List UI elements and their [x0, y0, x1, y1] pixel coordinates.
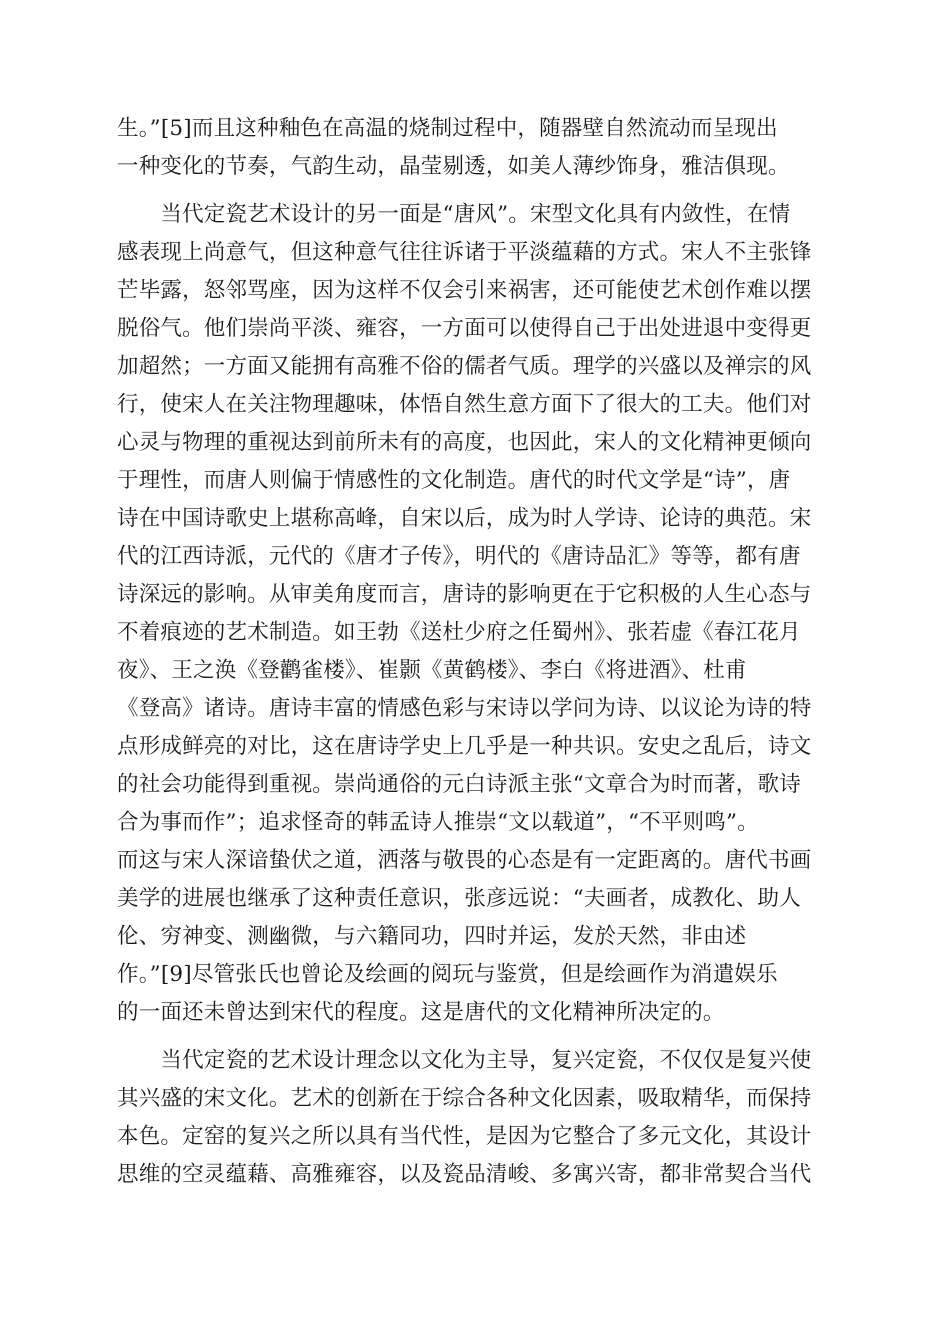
text-line: 于理性，而唐人则偏于情感性的文化制造。唐代的时代文学是“诗”，唐	[117, 468, 791, 493]
text-line: 不着痕迹的艺术制造。如王勃《送杜少府之任蜀州》、张若虚《春江花月	[117, 620, 801, 645]
text-line: 心灵与物理的重视达到前所未有的高度，也因此，宋人的文化精神更倾向	[117, 430, 812, 455]
text-line: 当代定瓷艺术设计的另一面是“唐风”。宋型文化具有内敛性，在情	[117, 202, 791, 227]
text-line: 合为事而作”；追求怪奇的韩孟诗人推崇“文以载道”，“不平则鸣”。	[117, 810, 759, 835]
text-line: 行，使宋人在关注物理趣味，体悟自然生意方面下了很大的工夫。他们对	[117, 392, 812, 417]
text-line: 夜》、王之涣《登鹳雀楼》、崔颢《黄鹤楼》、李白《将进酒》、杜甫	[117, 658, 747, 683]
text-line: 《登高》诸诗。唐诗丰富的情感色彩与宋诗以学问为诗、以议论为诗的特	[117, 696, 812, 721]
text-line: 加超然；一方面又能拥有高雅不俗的儒者气质。理学的兴盛以及禅宗的风	[117, 354, 812, 379]
text-line: 本色。定窑的复兴之所以具有当代性，是因为它整合了多元文化，其设计	[117, 1124, 812, 1149]
text-line: 的社会功能得到重视。崇尚通俗的元白诗派主张“文章合为时而著，歌诗	[117, 772, 801, 797]
text-line: 当代定瓷的艺术设计理念以文化为主导，复兴定瓷，不仅仅是复兴使	[117, 1048, 812, 1073]
text-line: 其兴盛的宋文化。艺术的创新在于综合各种文化因素，吸取精华，而保持	[117, 1086, 812, 1111]
text-line: 诗深远的影响。从审美角度而言，唐诗的影响更在于它积极的人生心态与	[117, 582, 812, 607]
paragraph-3	[117, 1042, 833, 1194]
text-line: 一种变化的节奏，气韵生动，晶莹剔透，如美人薄纱饰身，雅洁俱现。	[117, 154, 790, 179]
text-line: 而这与宋人深谙蛰伏之道，洒落与敬畏的心态是有一定距离的。唐代书画	[117, 848, 812, 873]
text-line: 生。”[5]而且这种釉色在高温的烧制过程中，随器壁自然流动而呈现出	[117, 116, 778, 141]
paragraph-1	[117, 110, 833, 186]
text-line: 思维的空灵蕴藉、高雅雍容，以及瓷品清峻、多寓兴寄，都非常契合当代	[117, 1162, 812, 1187]
text-line: 作。”[9]尽管张氏也曾论及绘画的阅玩与鉴赏，但是绘画作为消遣娱乐	[117, 962, 778, 987]
text-line: 的一面还未曾达到宋代的程度。这是唐代的文化精神所决定的。	[117, 1000, 725, 1025]
text-line: 美学的进展也继承了这种责任意识，张彦远说：“夫画者，成教化、助人	[117, 886, 801, 911]
document-page	[117, 110, 833, 1194]
paragraph-gap	[117, 186, 833, 196]
text-line: 感表现上尚意气，但这种意气往往诉诸于平淡蕴藉的方式。宋人不主张锋	[117, 240, 812, 265]
text-line: 点形成鲜亮的对比，这在唐诗学史上几乎是一种共识。安史之乱后，诗文	[117, 734, 812, 759]
text-line: 诗在中国诗歌史上堪称高峰，自宋以后，成为时人学诗、论诗的典范。宋	[117, 506, 812, 531]
text-line: 伦、穷神变、测幽微，与六籍同功，四时并运，发於天然，非由述	[117, 924, 747, 949]
text-line: 代的江西诗派，元代的《唐才子传》，明代的《唐诗品汇》等等，都有唐	[117, 544, 801, 569]
text-line: 脱俗气。他们崇尚平淡、雍容，一方面可以使得自己于出处进退中变得更	[117, 316, 812, 341]
paragraph-gap	[117, 1032, 833, 1042]
text-line: 芒毕露，怒邻骂座，因为这样不仅会引来祸害，还可能使艺术创作难以摆	[117, 278, 812, 303]
paragraph-2	[117, 196, 833, 1032]
